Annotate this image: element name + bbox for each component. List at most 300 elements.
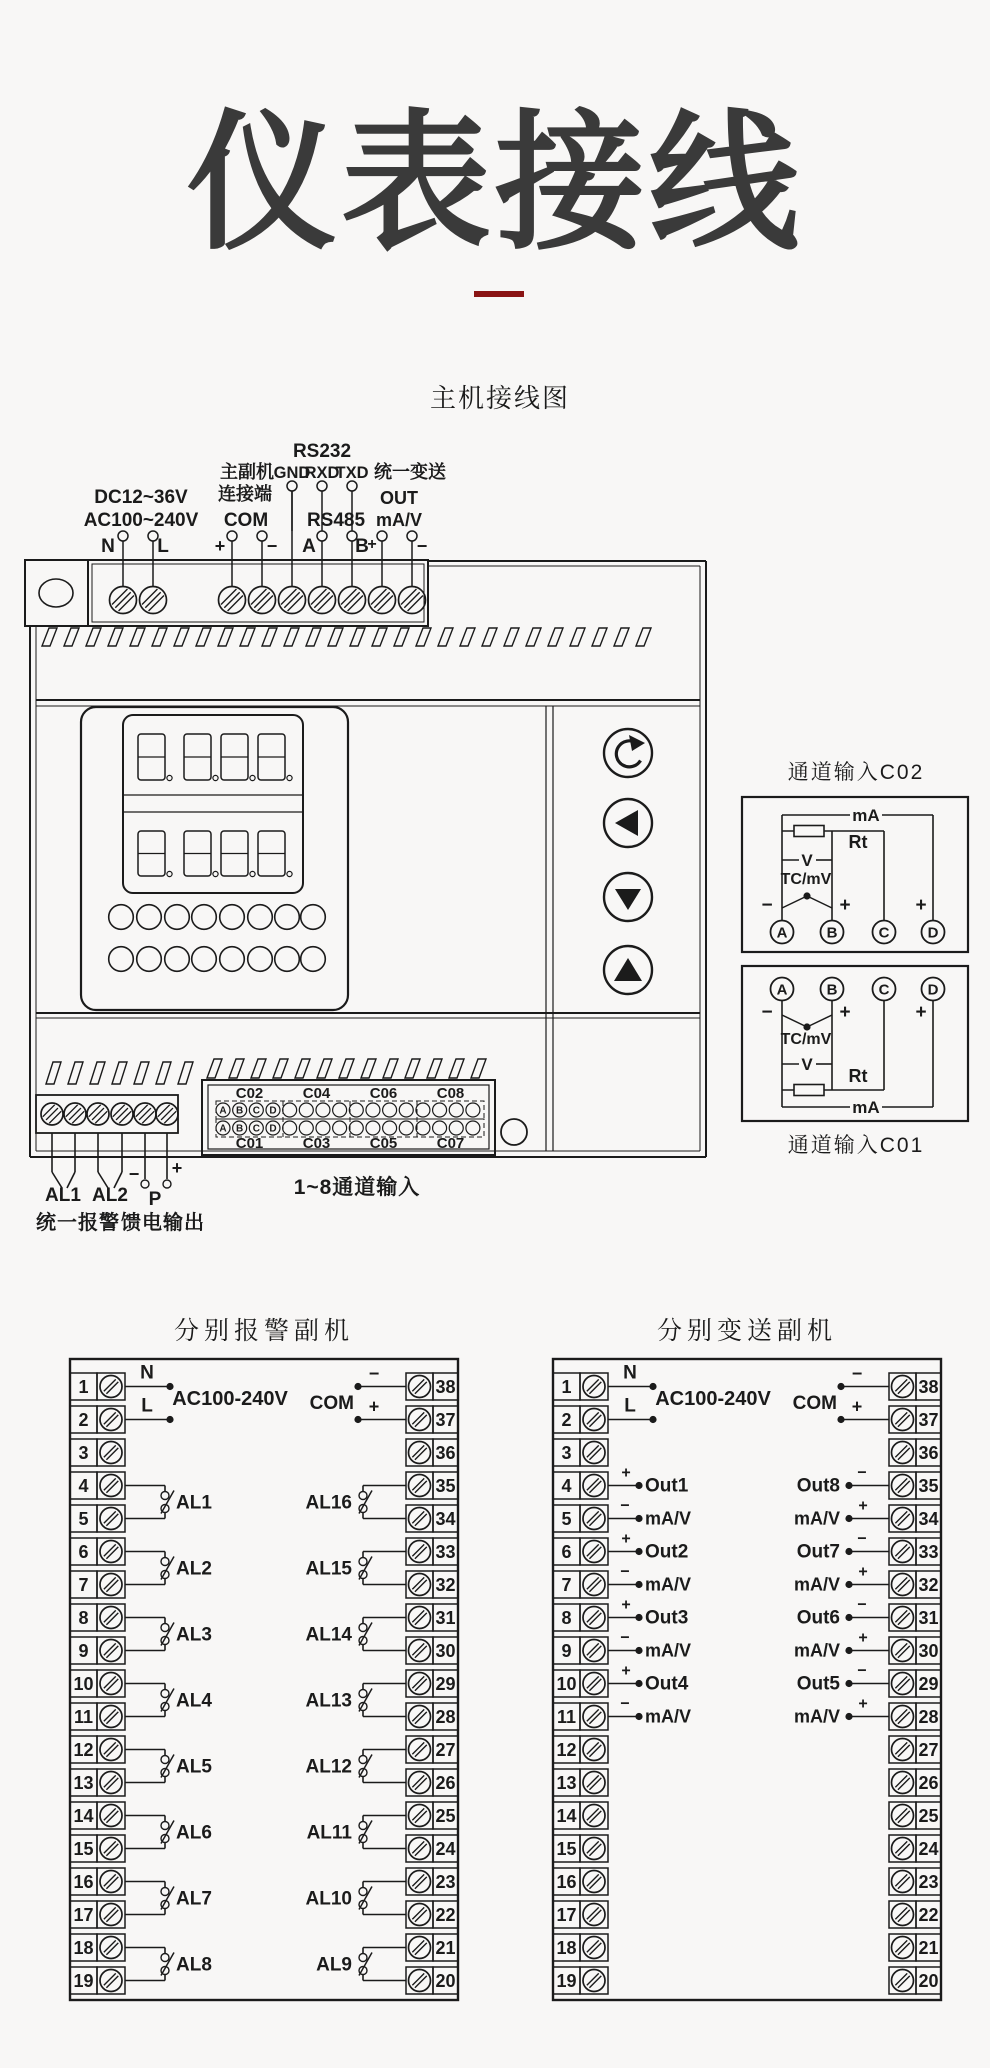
label: − [857, 1464, 867, 1482]
seg-dot [213, 775, 218, 780]
screw-terminal [583, 1838, 605, 1860]
resistor [794, 826, 824, 837]
label: + [839, 895, 851, 916]
screw-slot [69, 1108, 81, 1120]
screw-terminal [892, 1739, 914, 1761]
relay-contact-AL3 [125, 1618, 212, 1651]
terminal-screw-cell [406, 1967, 433, 1994]
screw-circle [409, 1937, 431, 1959]
contact-pin [359, 1954, 367, 1962]
wire [807, 896, 832, 908]
label: + [621, 1464, 631, 1482]
channel-pin [466, 1103, 480, 1117]
terminal-screw-cell [97, 1835, 125, 1862]
label: N [623, 1362, 637, 1384]
terminal-screw-cell [406, 1934, 433, 1961]
screw-terminal [100, 1772, 122, 1794]
label: − [620, 1629, 630, 1647]
pin-letter: D [269, 1123, 277, 1135]
screw-slot [251, 589, 266, 604]
rs232-pin [287, 481, 297, 491]
screw-circle [583, 1805, 605, 1827]
screw-terminal [111, 1103, 133, 1125]
screw-terminal [409, 1376, 431, 1398]
screw-slot [288, 596, 303, 611]
screw-terminal [892, 1937, 914, 1959]
mounting-hole [501, 1119, 527, 1145]
screw-circle [100, 1805, 122, 1827]
relay-contact-AL11 [307, 1816, 406, 1849]
display-window [123, 715, 303, 893]
terminal-number: 17 [73, 1905, 94, 1925]
label: AL1 [45, 1185, 81, 1206]
screw-circle [583, 1772, 605, 1794]
label: − [857, 1596, 867, 1614]
label: + [915, 895, 927, 916]
terminal-screw-cell [889, 1967, 916, 1994]
channel-pin [399, 1121, 413, 1135]
relay-contact-AL10 [306, 1882, 406, 1915]
terminal-number: 7 [561, 1575, 572, 1595]
screw-terminal [409, 1442, 431, 1464]
screw-circle [583, 1838, 605, 1860]
screw-slot [318, 596, 333, 611]
terminal-number: 19 [73, 1971, 94, 1991]
screw-terminal [892, 1607, 914, 1629]
indicator-led [220, 905, 245, 930]
junction-dot [635, 1680, 642, 1687]
screw-terminal [100, 1607, 122, 1629]
terminal-number: 18 [556, 1938, 577, 1958]
screw-circle [100, 1442, 122, 1464]
terminal-screw-cell [889, 1373, 916, 1400]
junction-dot [845, 1614, 852, 1621]
terminal-screw-cell [580, 1439, 608, 1466]
channel-pin [449, 1103, 463, 1117]
main-device-diagram [25, 441, 706, 1234]
terminal-screw-cell [97, 1472, 125, 1499]
screw-terminal [583, 1607, 605, 1629]
unit-label: mA/V [645, 1640, 692, 1661]
terminal-screw-cell [580, 1967, 608, 1994]
terminal-screw-cell [580, 1604, 608, 1631]
contact-label: AL12 [305, 1756, 352, 1778]
screw-circle [892, 1541, 914, 1563]
screw-circle [892, 1442, 914, 1464]
contact-blade [359, 1557, 372, 1580]
terminal-number: 22 [435, 1905, 456, 1925]
channel-label: C02 [235, 1085, 264, 1102]
screw-circle [409, 1376, 431, 1398]
screw-circle [100, 1574, 122, 1596]
screw-circle [583, 1508, 605, 1530]
out-label: Out2 [645, 1541, 689, 1563]
screw-terminal [409, 1904, 431, 1926]
contact-pin [161, 1888, 169, 1896]
junction-dot [845, 1581, 852, 1588]
label: 统一变送 [374, 462, 446, 482]
screw-terminal [100, 1409, 122, 1431]
contact-label: AL9 [316, 1954, 352, 1976]
screw-circle [892, 1673, 914, 1695]
terminal-number: 10 [556, 1674, 577, 1694]
contact-blade [359, 1755, 372, 1778]
junction-dot [635, 1482, 642, 1489]
relay-contact-AL7 [125, 1882, 212, 1915]
screw-circle [409, 1409, 431, 1431]
label: COM [223, 510, 269, 531]
down-arrow-icon [615, 889, 641, 910]
terminal-number: 31 [435, 1608, 456, 1628]
terminal-number: 22 [918, 1905, 939, 1925]
screw-slot [374, 592, 389, 607]
contact-pin [359, 1492, 367, 1500]
indicator-led [248, 947, 273, 972]
screw-terminal [892, 1673, 914, 1695]
contact-label: AL3 [176, 1624, 212, 1646]
junction-dot [845, 1680, 852, 1687]
contact-blade [359, 1623, 372, 1646]
label: + [171, 1158, 183, 1178]
terminal-number: 14 [73, 1806, 94, 1826]
terminal-number: 27 [435, 1740, 456, 1760]
terminal-number: 19 [556, 1971, 577, 1991]
label: − [857, 1530, 867, 1548]
screw-circle [409, 1442, 431, 1464]
screw-terminal [339, 587, 366, 614]
terminal-screw-cell [97, 1538, 125, 1565]
screw-circle [892, 1706, 914, 1728]
label: − [416, 536, 428, 556]
screw-terminal [583, 1937, 605, 1959]
contact-blade [161, 1623, 174, 1646]
label: − [620, 1563, 630, 1581]
channel-pin [349, 1121, 363, 1135]
screw-circle [409, 1640, 431, 1662]
panel-terminal-letter: D [927, 981, 939, 999]
contact-pin [161, 1756, 169, 1764]
tc-mv-label: TC/mV [780, 871, 832, 888]
screw-terminal [892, 1442, 914, 1464]
terminal-screw-cell [406, 1736, 433, 1763]
p-pin [141, 1180, 149, 1188]
screw-terminal [892, 1904, 914, 1926]
screw-terminal [409, 1673, 431, 1695]
screw-circle [583, 1640, 605, 1662]
contact-label: AL10 [305, 1888, 352, 1910]
out-label: Out6 [796, 1607, 840, 1629]
pin-letter: B [236, 1105, 244, 1117]
indicator-led [109, 905, 134, 930]
screw-slot [348, 596, 363, 611]
screw-circle [892, 1871, 914, 1893]
contact-pin [161, 1492, 169, 1500]
seg-dot [213, 871, 218, 876]
terminal-number: 33 [435, 1542, 456, 1562]
screw-slot [281, 589, 296, 604]
terminal-number: 30 [918, 1641, 939, 1661]
terminal-number: 35 [918, 1476, 939, 1496]
screw-slot [344, 592, 359, 607]
relay-contact-AL16 [306, 1486, 406, 1519]
screw-terminal [892, 1838, 914, 1860]
relay-contact-AL13 [306, 1684, 406, 1717]
rs232-pin [317, 481, 327, 491]
terminal-number: 2 [561, 1410, 572, 1430]
junction-dot [845, 1482, 852, 1489]
screw-terminal [583, 1376, 605, 1398]
out-label: Out5 [796, 1673, 840, 1695]
terminal-screw-cell [97, 1703, 125, 1730]
screw-terminal [249, 587, 276, 614]
terminal-screw-cell [580, 1472, 608, 1499]
screw-circle [100, 1937, 122, 1959]
label: AL2 [92, 1185, 128, 1206]
terminal-screw-cell [97, 1967, 125, 1994]
terminal-screw-cell [406, 1868, 433, 1895]
terminal-number: 6 [78, 1542, 89, 1562]
contact-label: AL2 [176, 1558, 212, 1580]
com-label: COM [792, 1393, 837, 1414]
channel-pin [449, 1121, 463, 1135]
screw-terminal [583, 1739, 605, 1761]
terminal-screw-cell [406, 1769, 433, 1796]
terminal-number: 24 [435, 1839, 456, 1859]
screw-terminal [100, 1640, 122, 1662]
relay-contact-AL2 [125, 1552, 212, 1585]
screw-terminal [41, 1103, 63, 1125]
screw-circle [100, 1838, 122, 1860]
terminal-screw-cell [580, 1769, 608, 1796]
screw-terminal [409, 1772, 431, 1794]
terminal-number: 3 [78, 1443, 89, 1463]
terminal-screw-cell [889, 1637, 916, 1664]
screw-slot [254, 592, 269, 607]
screw-terminal [583, 1541, 605, 1563]
terminal-screw-cell [889, 1406, 916, 1433]
screw-slot [258, 596, 273, 611]
screw-terminal [156, 1103, 178, 1125]
screw-terminal [583, 1640, 605, 1662]
screw-slot [224, 592, 239, 607]
table-border [70, 1359, 458, 2000]
screw-terminal [892, 1805, 914, 1827]
screw-terminal [409, 1640, 431, 1662]
screw-circle [583, 1937, 605, 1959]
channel-panel-co1-title: 通道输入C01 [787, 1134, 925, 1157]
panel-terminal-letter: B [826, 924, 838, 942]
pin-letter: A [219, 1105, 227, 1117]
label: − [128, 1164, 140, 1184]
terminal-screw-cell [580, 1901, 608, 1928]
terminal-number: 32 [918, 1575, 939, 1595]
screw-circle [583, 1739, 605, 1761]
channel-pin [283, 1121, 297, 1135]
screw-terminal [892, 1640, 914, 1662]
screw-terminal [892, 1970, 914, 1992]
terminal-screw-cell [97, 1604, 125, 1631]
din-clip-box [25, 560, 88, 626]
terminal-number: 12 [73, 1740, 94, 1760]
screw-terminal [100, 1673, 122, 1695]
terminal-number: 26 [435, 1773, 456, 1793]
terminal-screw-cell [406, 1637, 433, 1664]
contact-label: AL15 [305, 1558, 352, 1580]
transmit-table-title: 分别变送副机 [656, 1317, 838, 1345]
channel-pin [366, 1103, 380, 1117]
ma-label: mA [852, 806, 880, 825]
screw-terminal [409, 1508, 431, 1530]
screw-circle [409, 1508, 431, 1530]
terminal-screw-cell [889, 1670, 916, 1697]
contact-label: AL13 [305, 1690, 352, 1712]
channel-pin [366, 1121, 380, 1135]
terminal-number: 16 [556, 1872, 577, 1892]
screw-circle [409, 1607, 431, 1629]
terminal-number: 15 [73, 1839, 94, 1859]
terminal-screw-cell [406, 1901, 433, 1928]
terminal-number: 24 [918, 1839, 939, 1859]
screw-terminal [100, 1508, 122, 1530]
relay-contact-AL12 [306, 1750, 406, 1783]
screw-slot [149, 596, 164, 611]
screw-slot [371, 589, 386, 604]
label: L [157, 536, 169, 557]
terminal-screw-cell [889, 1934, 916, 1961]
screw-slot [408, 596, 423, 611]
channel-pin [333, 1103, 347, 1117]
seg-dot [287, 871, 292, 876]
terminal-number: 20 [435, 1971, 456, 1991]
terminal-screw-cell [97, 1901, 125, 1928]
channel-panel [742, 966, 968, 1121]
terminal-screw-cell [580, 1571, 608, 1598]
label: + [621, 1530, 631, 1548]
terminal-number: 5 [78, 1509, 89, 1529]
terminal-number: 3 [561, 1443, 572, 1463]
terminal-number: 1 [78, 1377, 89, 1397]
contact-blade [161, 1689, 174, 1712]
relay-contact-AL9 [316, 1948, 406, 1981]
screw-circle [409, 1805, 431, 1827]
label: − [857, 1662, 867, 1680]
terminal-screw-cell [580, 1868, 608, 1895]
label: + [858, 1695, 868, 1713]
channel-pin [416, 1121, 430, 1135]
terminal-number: 21 [435, 1938, 456, 1958]
terminal-number: 28 [918, 1707, 939, 1727]
junction-dot [649, 1416, 656, 1423]
screw-slot [341, 589, 356, 604]
contact-label: AL11 [306, 1822, 352, 1844]
label: + [858, 1629, 868, 1647]
screw-terminal [409, 1838, 431, 1860]
terminal-screw-cell [406, 1571, 433, 1598]
screw-terminal [100, 1706, 122, 1728]
panel-terminal-letter: B [826, 981, 838, 999]
contact-pin [359, 1558, 367, 1566]
label: P [148, 1189, 162, 1210]
button-ring [604, 729, 652, 777]
screw-circle [409, 1706, 431, 1728]
contact-blade [161, 1953, 174, 1976]
unit-label: mA/V [645, 1706, 692, 1727]
screw-circle [100, 1904, 122, 1926]
screw-circle [409, 1970, 431, 1992]
terminal-screw-cell [406, 1604, 433, 1631]
terminal-number: 35 [435, 1476, 456, 1496]
terminal-screw-cell [406, 1670, 433, 1697]
screw-circle [409, 1772, 431, 1794]
wire [807, 1015, 832, 1027]
screw-slot [284, 592, 299, 607]
terminal-screw-cell [889, 1769, 916, 1796]
terminal-screw-cell [406, 1505, 433, 1532]
relay-contact-AL5 [125, 1750, 212, 1783]
screw-circle [583, 1475, 605, 1497]
wire [782, 1015, 807, 1027]
terminal-number: 37 [918, 1410, 939, 1430]
screw-terminal [583, 1970, 605, 1992]
contact-pin [359, 1822, 367, 1830]
screw-circle [583, 1541, 605, 1563]
screw-slot [404, 592, 419, 607]
label: 连接端 [218, 484, 272, 504]
terminal-number: 4 [561, 1476, 572, 1496]
screw-terminal [583, 1772, 605, 1794]
pin-letter: A [219, 1123, 227, 1135]
contact-blade [359, 1887, 372, 1910]
terminal-screw-cell [580, 1406, 608, 1433]
terminal-number: 13 [556, 1773, 577, 1793]
screw-terminal [892, 1871, 914, 1893]
pin-letter: C [252, 1123, 260, 1135]
up-arrow-icon [614, 958, 642, 981]
screw-terminal [409, 1970, 431, 1992]
screw-circle [892, 1409, 914, 1431]
label: + [839, 1002, 851, 1023]
seg-dot [167, 775, 172, 780]
terminal-number: 8 [78, 1608, 89, 1628]
screw-circle [100, 1871, 122, 1893]
contact-blade [161, 1821, 174, 1844]
terminal-screw-cell [97, 1934, 125, 1961]
seg-dot [167, 871, 172, 876]
contact-blade [359, 1821, 372, 1844]
contact-pin [359, 1690, 367, 1698]
screw-circle [583, 1706, 605, 1728]
terminal-screw-cell [889, 1505, 916, 1532]
screw-circle [100, 1409, 122, 1431]
terminal-screw-cell [97, 1868, 125, 1895]
junction-dot [635, 1515, 642, 1522]
label: − [851, 1363, 863, 1384]
screw-circle [892, 1475, 914, 1497]
terminal-number: 25 [918, 1806, 939, 1826]
screw-circle [583, 1904, 605, 1926]
cycle-button-icon [616, 735, 645, 767]
terminal-screw-cell [889, 1538, 916, 1565]
screw-circle [409, 1871, 431, 1893]
channel-pin [283, 1103, 297, 1117]
contact-label: AL4 [176, 1690, 212, 1712]
terminal-screw-cell [580, 1373, 608, 1400]
contact-blade [161, 1557, 174, 1580]
transmit-sub-unit-table [553, 1359, 941, 2000]
seg-dot [250, 775, 255, 780]
left-arrow-icon [615, 810, 638, 836]
screw-circle [583, 1409, 605, 1431]
